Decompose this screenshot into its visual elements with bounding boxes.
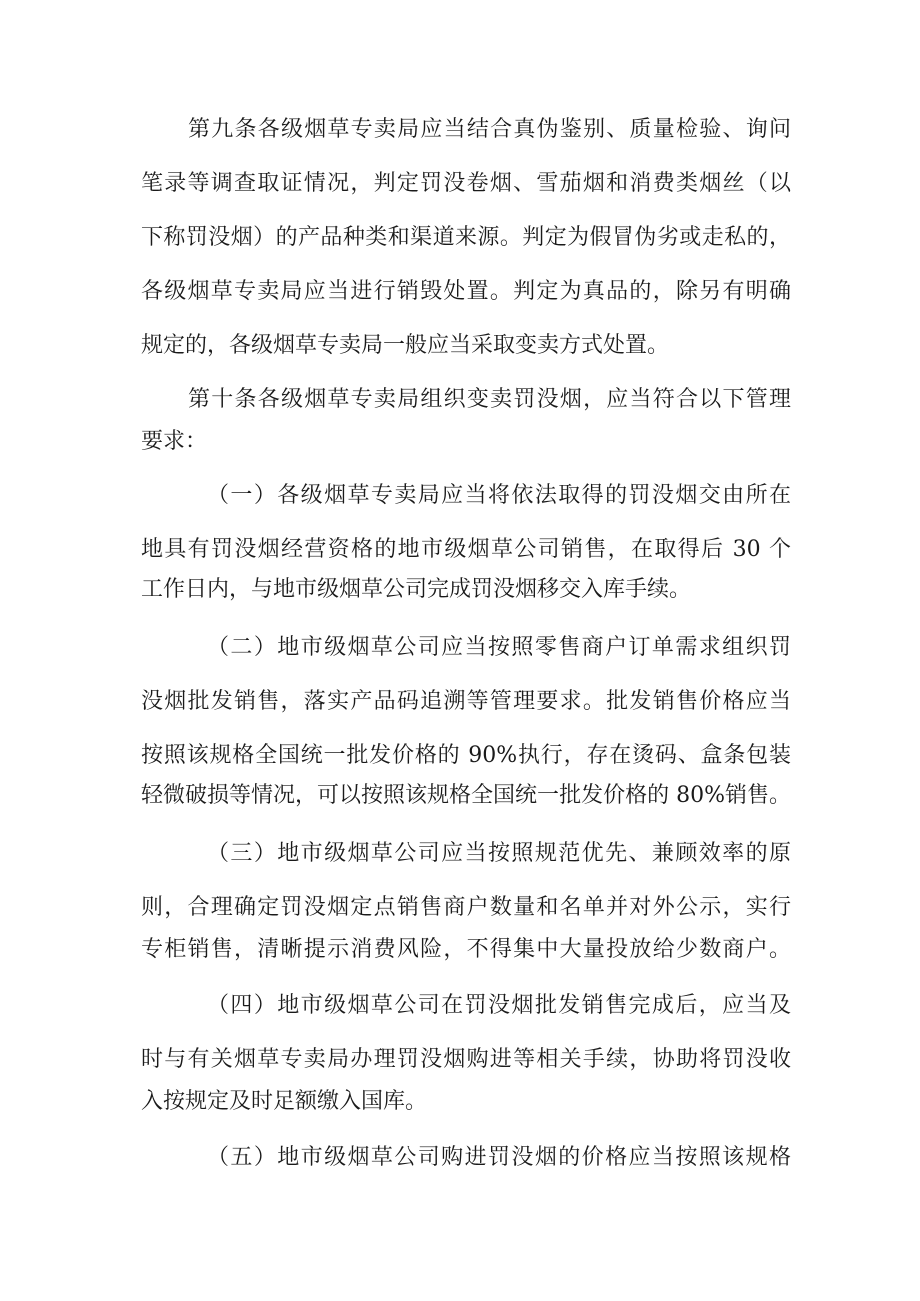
text-line: 按照该规格全国统一批发价格的 90%执行，存在烫码、盒条包装 xyxy=(141,743,791,768)
text-line: 地具有罚没烟经营资格的地市级烟草公司销售，在取得后 30 个 xyxy=(141,537,791,562)
text-line: 要求： xyxy=(141,429,208,454)
text-line: 没烟批发销售，落实产品码追溯等管理要求。批发销售价格应当 xyxy=(141,689,791,714)
text-line: 下称罚没烟）的产品种类和渠道来源。判定为假冒伪劣或走私的， xyxy=(141,225,791,250)
text-line: （二）地市级烟草公司应当按照零售商户订单需求组织罚 xyxy=(207,635,791,660)
text-line: 第十条各级烟草专卖局组织变卖罚没烟，应当符合以下管理 xyxy=(188,387,791,412)
text-line: 则，合理确定罚没烟定点销售商户数量和名单并对外公示，实行 xyxy=(141,895,791,920)
text-line: 工作日内，与地市级烟草公司完成罚没烟移交入库手续。 xyxy=(141,577,692,602)
text-line: 入按规定及时足额缴入国库。 xyxy=(141,1089,428,1114)
text-line: 时与有关烟草专卖局办理罚没烟购进等相关手续，协助将罚没收 xyxy=(141,1047,791,1072)
text-line: （五）地市级烟草公司购进罚没烟的价格应当按照该规格 xyxy=(207,1145,791,1170)
text-line: 各级烟草专卖局应当进行销毁处置。判定为真品的，除另有明确 xyxy=(141,279,791,304)
text-line: （一）各级烟草专卖局应当将依法取得的罚没烟交由所在 xyxy=(207,483,791,508)
text-line: 专柜销售，清晰提示消费风险，不得集中大量投放给少数商户。 xyxy=(141,937,791,962)
text-line: 笔录等调查取证情况，判定罚没卷烟、雪茄烟和消费类烟丝（以 xyxy=(141,171,791,196)
text-line: （四）地市级烟草公司在罚没烟批发销售完成后，应当及 xyxy=(207,993,791,1018)
text-line: 规定的，各级烟草专卖局一般应当采取变卖方式处置。 xyxy=(141,333,670,358)
text-line: 轻微破损等情况，可以按照该规格全国统一批发价格的 80%销售。 xyxy=(141,783,791,808)
text-line: （三）地市级烟草公司应当按照规范优先、兼顾效率的原 xyxy=(207,841,791,866)
text-line: 第九条各级烟草专卖局应当结合真伪鉴别、质量检验、询问 xyxy=(188,117,791,142)
